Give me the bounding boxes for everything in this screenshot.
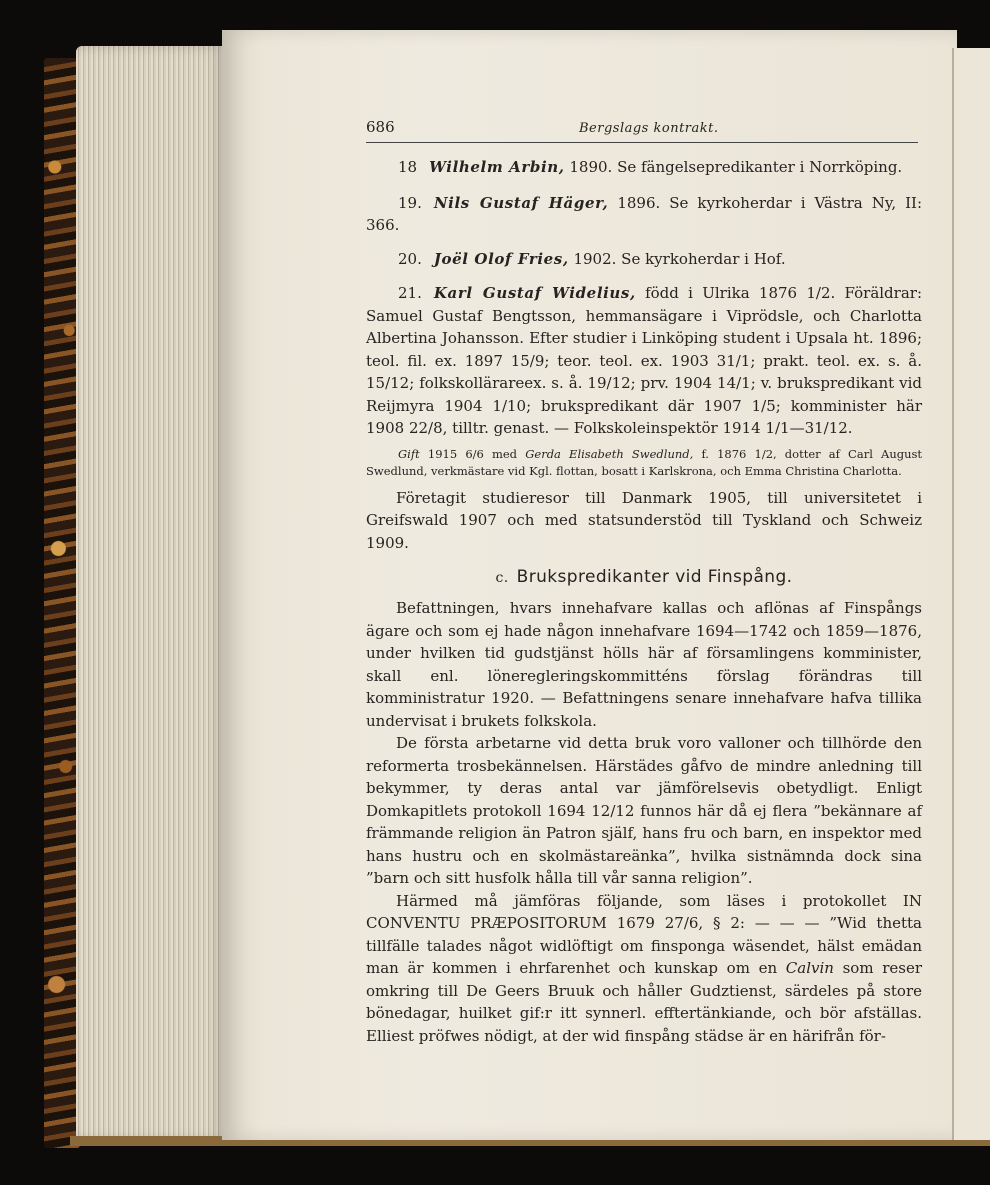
entry-19: 19. Nils Gustaf Häger, 1896. Se kyrkoherdar i Västra Ny, II: 366. [366, 193, 923, 234]
body-text [366, 597, 922, 1047]
person-name: Nils Gustaf Häger, [433, 193, 609, 212]
page-number: 686 [366, 118, 395, 136]
entry-21: 21. Karl Gustaf Widelius, född i Ulrika 1876 1/2. Föräldrar: Samuel Gustaf Bengtsson, hemmansägare i Viprödsle, och Charlotta Albertina Johansson. Efter studier i Linköping student i Upsala ht. 1896; teol. fil. ex. 1897 15/9; teor. teol. ex. 1903 31/1; prakt. teol. ex. s. å. 15/12; folkskollärareex. s. å. 19/12; prv. 1904 14/1; v. brukspredikant vid Reijmyra 1904 1/10; brukspredikant där 1907 1/5; komminister här 1908 22/8, tilltr. genast. — Folkskoleinspektör 1914 1/1—31/12. [366, 284, 922, 437]
facing-page-edge [952, 48, 990, 1140]
section-title: Brukspredikanter vid Finspång. [516, 567, 793, 587]
page-edges [76, 46, 226, 1140]
person-name: Joël Olof Fries, [433, 249, 569, 268]
paragraph: Härmed må jämföras följande, som läses i protokollet IN CONVENTU PRÆPOSITORUM 1679 27/6, § 2: — — — ”Wid thetta tillfälle talades något widlöftigt om finsponga wäsendet, hälst emädan man är kommen i ehrfarenhet och kunskap om en Calvin som reser omkring till De Geers Bruuk och håller Gudztienst, särdeles på store bönedagar, huilket gif:r itt synnerl. efftertänkiande, och bör afställas. Elliest pröfwes nödigt, at der wid finspång städse är en härifrån för- [366, 891, 922, 1045]
book-cover-edge [44, 58, 80, 1148]
entry-20: 20. Joël Olof Fries, 1902. Se kyrkoherdar i Hof. [398, 249, 786, 268]
paragraph: Befattningen, hvars innehafvare kallas och aflönas af Finspångs ägare och som ej hade någon innehafvare 1694—1742 och 1859—1876, under hvilken tid gudstjänst hölls här af församlingens komminister, skall enl. löneregleringskommitténs förslag förändras till komministratur 1920. — Befattningens senare innehafvare hafva tillika undervisat i brukets folkskola. [366, 599, 922, 730]
entry-18: 18 Wilhelm Arbin, 1890. Se fängelsepredikanter i Norrköping. [398, 158, 903, 176]
travels-paragraph: Företagit studieresor till Danmark 1905, till universitetet i Greifswald 1907 och med statsunderstöd till Tyskland och Schweiz 1909. [366, 488, 922, 552]
person-name: Wilhelm Arbin, [429, 158, 565, 176]
person-name: Karl Gustaf Widelius, [433, 284, 636, 302]
entry-list [366, 156, 922, 554]
section-letter: c. [495, 570, 509, 586]
paragraph: De första arbetarne vid detta bruk voro valloner och tillhörde den reformerta trosbekännelsen. Härstädes gåfvo de mindre anledning till bekymmer, ty deras antal var jämförelsevis obetydligt. Enligt Domkapitlets protokoll 1694 12/12 funnos här då ej flera ”bekännare af främmande religion än Patron själf, hans fru och barn, en inspektor med hans hustru och en skolmästareänka”, hvilka sistnämnda dock sina ”barn och sitt husfolk hålla till vår sanna religion”. [366, 734, 922, 887]
page-header [366, 116, 918, 143]
marriage-note: Gift 1915 6/6 med Gerda Elisabeth Swedlund, f. 1876 1/2, dotter af Carl August Swedlund, verkmästare vid Kgl. flottan, bosatt i Karlskrona, och Emma Christina Charlotta. [366, 446, 923, 478]
section-heading [366, 566, 922, 590]
running-title: Bergslags kontrakt. [579, 121, 719, 136]
